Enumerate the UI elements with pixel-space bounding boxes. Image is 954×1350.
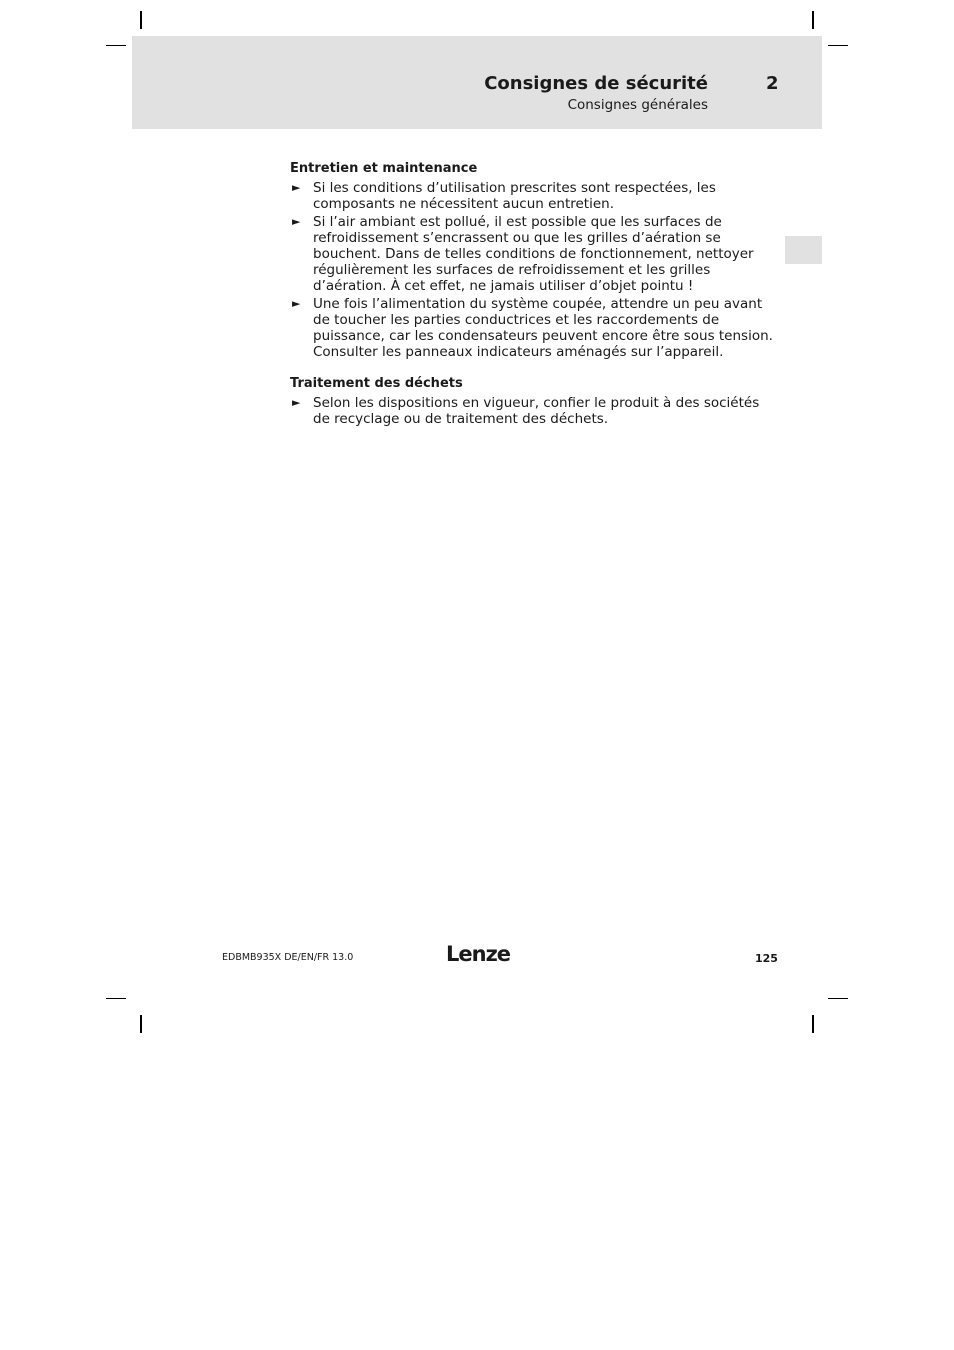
bullet-list — [290, 395, 780, 427]
lenze-logo: Lenze — [446, 942, 511, 966]
list-item-text: Une fois l’alimentation du système coupée, attendre un peu avant de toucher les parties conductrices et les raccordements de puissance, car les condensateurs peuvent encore être sous tension. Consulter les panneaux indicateurs aménagés sur l’appareil. — [313, 296, 773, 360]
crop-mark-top-left-horizontal — [106, 45, 126, 46]
chapter-number: 2 — [766, 73, 779, 94]
arrow-bullet-icon: ► — [292, 297, 301, 310]
section-subtitle: Consignes générales — [567, 97, 708, 113]
crop-mark-bottom-right-vertical — [812, 1015, 814, 1033]
arrow-bullet-icon: ► — [292, 396, 301, 409]
header-band — [132, 36, 822, 129]
crop-mark-bottom-left-horizontal — [106, 998, 126, 999]
crop-mark-bottom-left-vertical — [140, 1015, 142, 1033]
chapter-title: Consignes de sécurité — [484, 73, 708, 94]
section-maintenance — [290, 160, 780, 360]
crop-mark-top-right-horizontal — [828, 45, 848, 46]
list-item-text: Selon les dispositions en vigueur, confier le produit à des sociétés de recyclage ou de traitement des déchets. — [313, 395, 760, 427]
arrow-bullet-icon: ► — [292, 181, 301, 194]
document-code: EDBMB935X DE/EN/FR 13.0 — [222, 952, 354, 963]
page-content — [290, 160, 780, 429]
section-heading: Traitement des déchets — [290, 376, 463, 391]
section-heading: Entretien et maintenance — [290, 161, 478, 176]
list-item — [290, 395, 780, 427]
crop-mark-top-right-vertical — [812, 11, 814, 29]
arrow-bullet-icon: ► — [292, 215, 301, 228]
crop-mark-top-left-vertical — [140, 11, 142, 29]
list-item-text: Si les conditions d’utilisation prescrites sont respectées, les composants ne nécessitent aucun entretien. — [313, 180, 716, 212]
crop-mark-bottom-right-horizontal — [828, 998, 848, 999]
page-number: 125 — [755, 952, 778, 965]
list-item-text: Si l’air ambiant est pollué, il est possible que les surfaces de refroidissement s’encrassent ou que les grilles d’aération se bouchent. Dans de telles conditions de fonctionnement, nettoyer régulièrement les surfaces de refroidissement et les grilles d’aération. À cet effet, ne jamais utiliser d’objet pointu ! — [313, 214, 754, 294]
list-item — [290, 296, 780, 360]
chapter-side-tab — [785, 236, 822, 264]
section-waste-disposal — [290, 375, 780, 427]
bullet-list — [290, 180, 780, 360]
list-item — [290, 180, 780, 212]
list-item — [290, 214, 780, 294]
